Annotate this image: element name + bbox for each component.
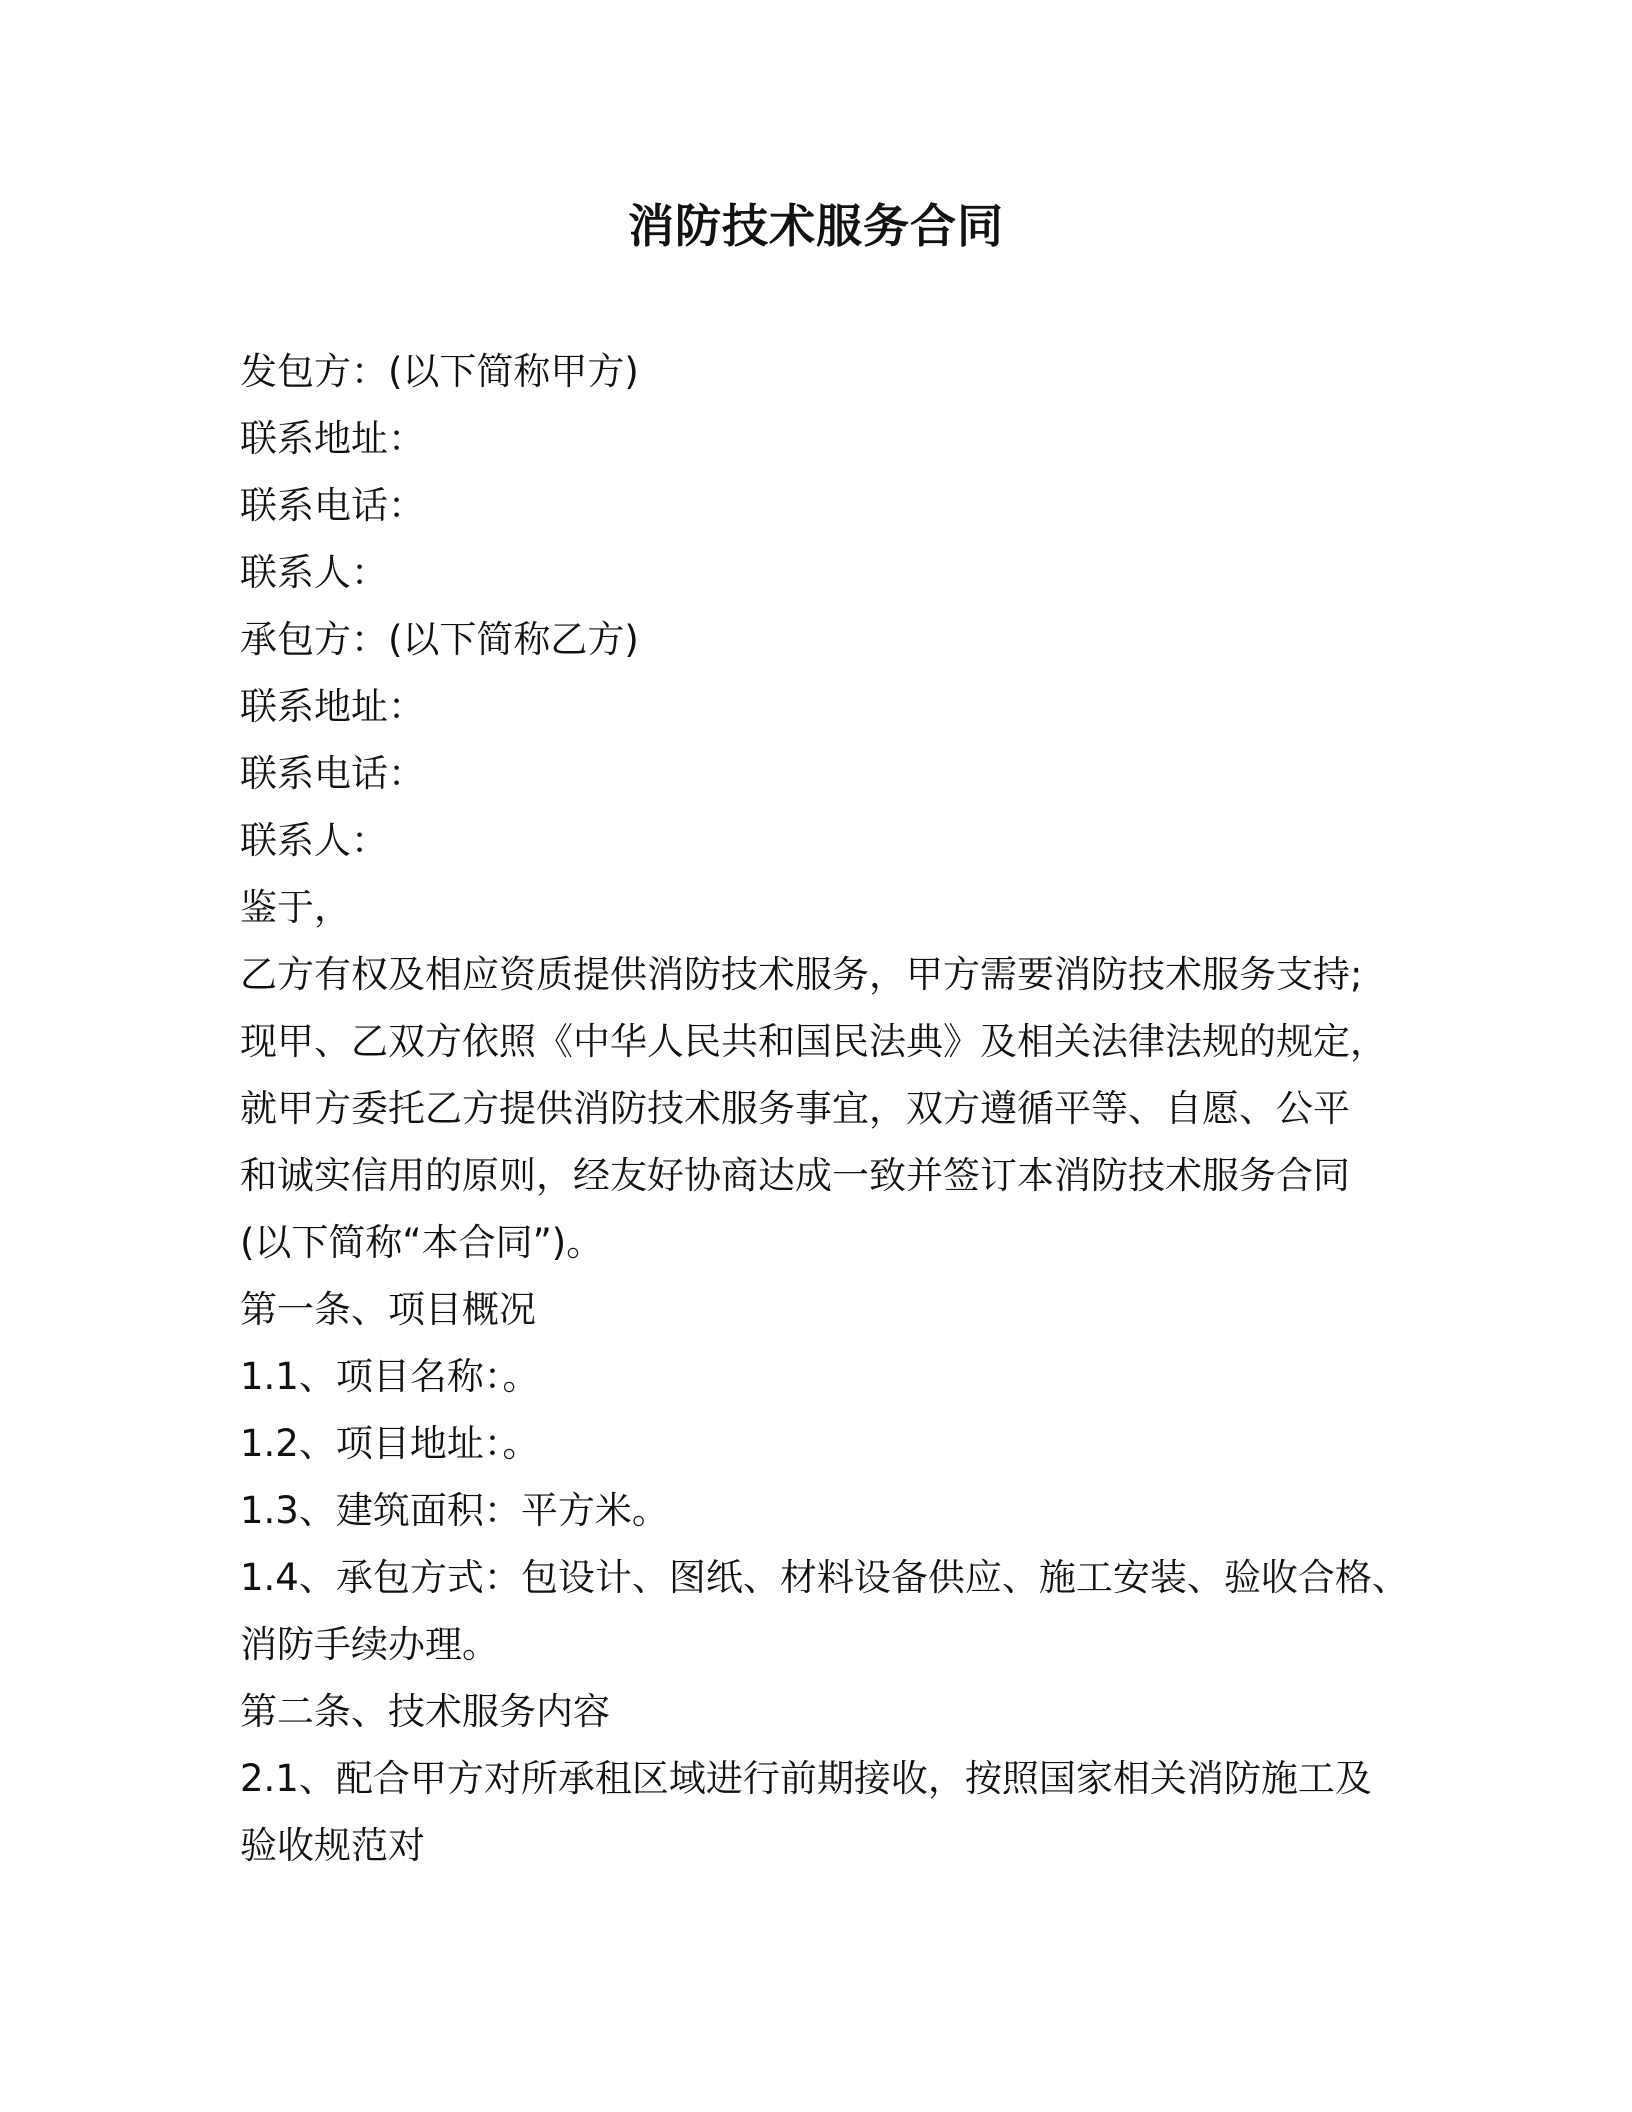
document-title: 消防技术服务合同 bbox=[628, 199, 1004, 253]
clause-1-2: 1.2、项目地址：。 bbox=[240, 1422, 540, 1465]
party-b-line: 承包方：(以下简称乙方) bbox=[240, 618, 639, 661]
party-b-contact-line: 联系人： bbox=[240, 819, 388, 862]
party-a-address-line: 联系地址： bbox=[240, 417, 425, 460]
clause-1-1: 1.1、项目名称：。 bbox=[240, 1355, 540, 1398]
preamble-line-1: 乙方有权及相应资质提供消防技术服务，甲方需要消防技术服务支持; bbox=[240, 953, 1363, 996]
clause-2-1-line-1: 2.1、配合甲方对所承租区域进行前期接收，按照国家相关消防施工及 bbox=[240, 1757, 1372, 1800]
article-1-heading: 第一条、项目概况 bbox=[240, 1288, 536, 1331]
party-a-contact-line: 联系人： bbox=[240, 551, 388, 594]
clause-1-4-line-2: 消防手续办理。 bbox=[240, 1623, 499, 1666]
clause-1-4-line-1: 1.4、承包方式：包设计、图纸、材料设备供应、施工安装、验收合格、 bbox=[240, 1556, 1409, 1599]
preamble-line-2: 现甲、乙双方依照《中华人民共和国民法典》及相关法律法规的规定， bbox=[240, 1020, 1387, 1063]
party-b-phone-line: 联系电话： bbox=[240, 752, 425, 795]
document-body bbox=[240, 338, 1420, 1879]
article-2-heading: 第二条、技术服务内容 bbox=[240, 1690, 610, 1733]
party-b-address-line: 联系地址： bbox=[240, 685, 425, 728]
whereas-line: 鉴于， bbox=[240, 886, 351, 929]
preamble-line-3: 就甲方委托乙方提供消防技术服务事宜，双方遵循平等、自愿、公平 bbox=[240, 1087, 1350, 1130]
preamble-line-5: (以下简称“本合同”)。 bbox=[240, 1221, 604, 1264]
clause-1-3: 1.3、建筑面积：平方米。 bbox=[240, 1489, 669, 1532]
party-a-line: 发包方：(以下简称甲方) bbox=[240, 350, 639, 393]
party-a-phone-line: 联系电话： bbox=[240, 484, 425, 527]
preamble-line-4: 和诚实信用的原则，经友好协商达成一致并签订本消防技术服务合同 bbox=[240, 1154, 1350, 1197]
clause-2-1-line-2: 验收规范对 bbox=[240, 1824, 425, 1867]
